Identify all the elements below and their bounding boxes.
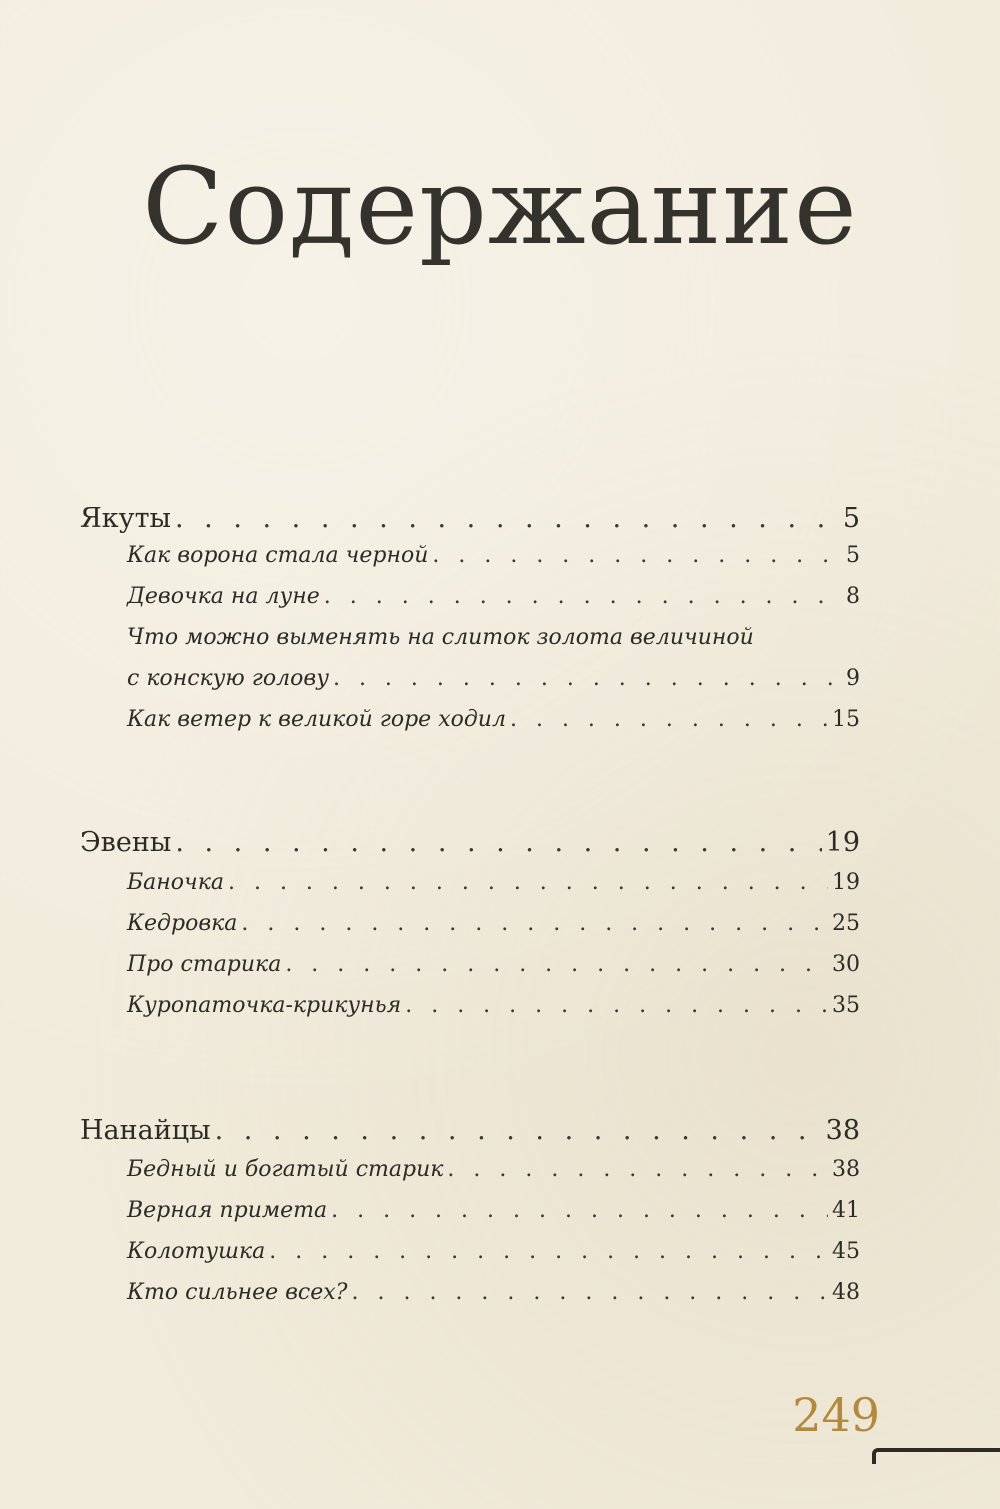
toc-entry[interactable] <box>127 1280 860 1305</box>
dot-leader <box>175 827 821 858</box>
toc-entry-title: Как ворона стала черной <box>127 543 429 568</box>
toc-page-number: 25 <box>832 911 860 936</box>
toc-entry[interactable] <box>127 707 860 732</box>
toc-page-number: 41 <box>832 1198 860 1223</box>
toc-section-title: Якуты <box>80 503 171 534</box>
toc-section-title: Эвены <box>80 827 172 858</box>
dot-leader <box>331 1198 828 1223</box>
toc-page-number: 38 <box>832 1157 860 1182</box>
dot-leader <box>324 584 842 609</box>
toc-entry[interactable] <box>127 1239 860 1264</box>
toc-entry-title: Девочка на луне <box>127 584 320 609</box>
toc-entry-title: Что можно выменять на слиток золота величиной <box>127 625 754 650</box>
toc-entry-title: Бедный и богатый старик <box>127 1157 444 1182</box>
toc-section-eveny[interactable] <box>80 827 860 858</box>
toc-entry-title: Колотушка <box>127 1239 266 1264</box>
toc-page-number: 30 <box>832 952 860 977</box>
toc-page-number: 19 <box>832 870 860 895</box>
dot-leader <box>269 1239 828 1264</box>
dot-leader <box>241 911 828 936</box>
toc-page-number: 5 <box>846 543 860 568</box>
dot-leader <box>432 543 842 568</box>
toc-page-number: 48 <box>832 1280 860 1305</box>
toc-entry-line-1[interactable] <box>127 625 860 650</box>
toc-page-number: 8 <box>846 584 860 609</box>
dot-leader <box>228 870 828 895</box>
dot-leader <box>405 993 828 1018</box>
toc-entry-title: Кто сильнее всех? <box>127 1280 348 1305</box>
toc-page-number: 15 <box>832 707 860 732</box>
toc-entry[interactable] <box>127 584 860 609</box>
toc-section-yakuty[interactable] <box>80 503 860 534</box>
toc-entry[interactable] <box>127 993 860 1018</box>
dot-leader <box>351 1280 828 1305</box>
toc-entry-title: Верная примета <box>127 1198 328 1223</box>
toc-entry-title: Про старика <box>127 952 282 977</box>
toc-entry-line-2[interactable] <box>127 666 860 691</box>
toc-entry-title: Кедровка <box>127 911 238 936</box>
toc-entry[interactable] <box>127 1198 860 1223</box>
toc-page-number: 5 <box>842 503 860 534</box>
toc-page-number: 38 <box>825 1115 860 1146</box>
dot-leader <box>333 666 842 691</box>
toc-section-nanaitsy[interactable] <box>80 1115 860 1146</box>
toc-section-title: Нанайцы <box>80 1115 211 1146</box>
toc-entry[interactable] <box>127 952 860 977</box>
toc-entry[interactable] <box>127 870 860 895</box>
toc-entry-title: Баночка <box>127 870 224 895</box>
page-title: Содержание <box>142 145 858 269</box>
toc-page-number: 45 <box>832 1239 860 1264</box>
page-number: 249 <box>792 1388 880 1442</box>
dot-leader <box>285 952 828 977</box>
toc-entry[interactable] <box>127 1157 860 1182</box>
toc-entry[interactable] <box>127 911 860 936</box>
toc-entry-title: Как ветер к великой горе ходил <box>127 707 506 732</box>
dot-leader <box>447 1157 828 1182</box>
toc-entry-title-continued: с конскую голову <box>127 666 329 691</box>
toc-page-number: 35 <box>832 993 860 1018</box>
toc-page-number: 9 <box>846 666 860 691</box>
dot-leader <box>510 707 828 732</box>
dot-leader <box>175 503 839 534</box>
dot-leader <box>215 1115 822 1146</box>
toc-page-number: 19 <box>825 827 860 858</box>
folio-ornament-rule <box>872 1448 1000 1464</box>
toc-entry[interactable] <box>127 543 860 568</box>
toc-entry-title: Куропаточка-крикунья <box>127 993 402 1018</box>
